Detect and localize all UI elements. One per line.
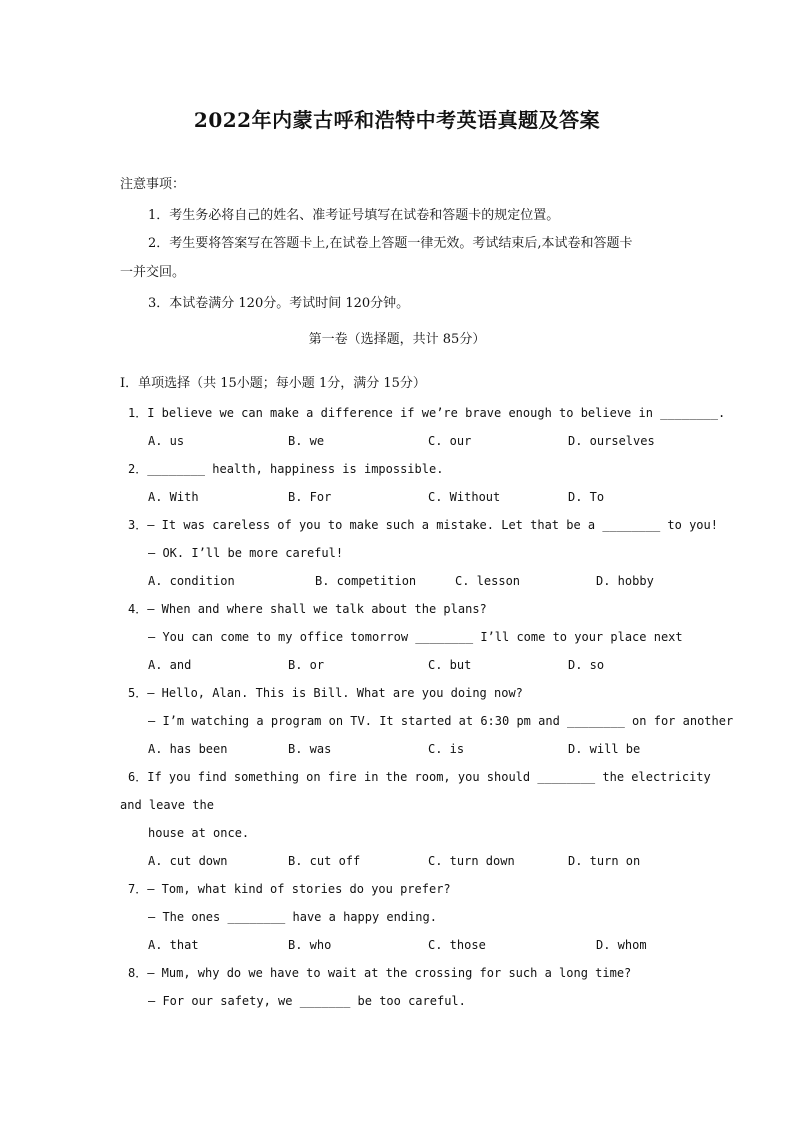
q7-option-a: A. that — [148, 938, 199, 952]
q2-option-a: A. With — [148, 490, 199, 504]
q2-option-b: B. For — [288, 490, 332, 504]
q1-option-a: A. us — [148, 434, 185, 448]
question-6-cont-1: and leave the — [120, 798, 214, 812]
question-1-stem: 1．I believe we can make a difference if we’re brave enough to believe in ________. — [128, 406, 726, 420]
q3-option-b: B. competition — [315, 574, 417, 588]
question-5-stem: 5．— Hello, Alan. This is Bill. What are you doing now? — [128, 686, 523, 700]
q3-option-c: C. lesson — [455, 574, 521, 588]
question-8-reply: — For our safety, we _______ be too careful. — [148, 994, 466, 1008]
notice-item-2-cont: 一并交回。 — [120, 265, 186, 280]
question-2-stem: 2．________ health, happiness is impossible. — [128, 462, 444, 476]
q6-option-a: A. cut down — [148, 854, 228, 868]
question-4-stem: 4．— When and where shall we talk about the plans? — [128, 602, 487, 616]
notice-item-3: 3．本试卷满分 120分。考试时间 120分钟。 — [148, 296, 410, 311]
q2-option-d: D. To — [568, 490, 605, 504]
q3-option-d: D. hobby — [596, 574, 654, 588]
q5-option-a: A. has been — [148, 742, 228, 756]
q6-option-d: D. turn on — [568, 854, 641, 868]
q4-option-c: C. but — [428, 658, 472, 672]
section-title: Ⅰ．单项选择（共 15小题；每小题 1分，满分 15分） — [120, 376, 426, 391]
q4-option-d: D. so — [568, 658, 605, 672]
q5-option-c: C. is — [428, 742, 465, 756]
q4-option-b: B. or — [288, 658, 325, 672]
notice-heading: 注意事项： — [120, 177, 186, 192]
q1-option-b: B. we — [288, 434, 325, 448]
page-title: 2022年内蒙古呼和浩特中考英语真题及答案 — [193, 108, 601, 132]
question-7-reply: — The ones ________ have a happy ending. — [148, 910, 437, 924]
question-3-stem: 3．— It was careless of you to make such a mistake. Let that be a ________ to you! — [128, 518, 718, 532]
q5-option-b: B. was — [288, 742, 332, 756]
question-6-stem: 6．If you find something on fire in the room, you should ________ the electricity — [128, 770, 711, 784]
question-8-stem: 8．— Mum, why do we have to wait at the crossing for such a long time? — [128, 966, 632, 980]
q3-option-a: A. condition — [148, 574, 235, 588]
q1-option-c: C. our — [428, 434, 472, 448]
question-4-reply: — You can come to my office tomorrow ________ I’ll come to your place next — [148, 630, 683, 644]
q1-option-d: D. ourselves — [568, 434, 655, 448]
q7-option-d: D. whom — [596, 938, 647, 952]
q2-option-c: C. Without — [428, 490, 501, 504]
notice-item-2: 2．考生要将答案写在答题卡上,在试卷上答题一律无效。考试结束后,本试卷和答题卡 — [148, 236, 633, 251]
volume-title: 第一卷（选择题，共计 85分） — [308, 332, 486, 347]
q5-option-d: D. will be — [568, 742, 641, 756]
notice-item-1: 1．考生务必将自己的姓名、准考证号填写在试卷和答题卡的规定位置。 — [148, 208, 560, 223]
question-3-reply: — OK. I’ll be more careful! — [148, 546, 344, 560]
question-7-stem: 7．— Tom, what kind of stories do you prefer? — [128, 882, 451, 896]
q7-option-b: B. who — [288, 938, 332, 952]
question-5-reply: — I’m watching a program on TV. It started at 6:30 pm and ________ on for another — [148, 714, 734, 728]
question-6-cont-2: house at once. — [148, 826, 250, 840]
q6-option-b: B. cut off — [288, 854, 361, 868]
q4-option-a: A. and — [148, 658, 192, 672]
q6-option-c: C. turn down — [428, 854, 515, 868]
q7-option-c: C. those — [428, 938, 486, 952]
